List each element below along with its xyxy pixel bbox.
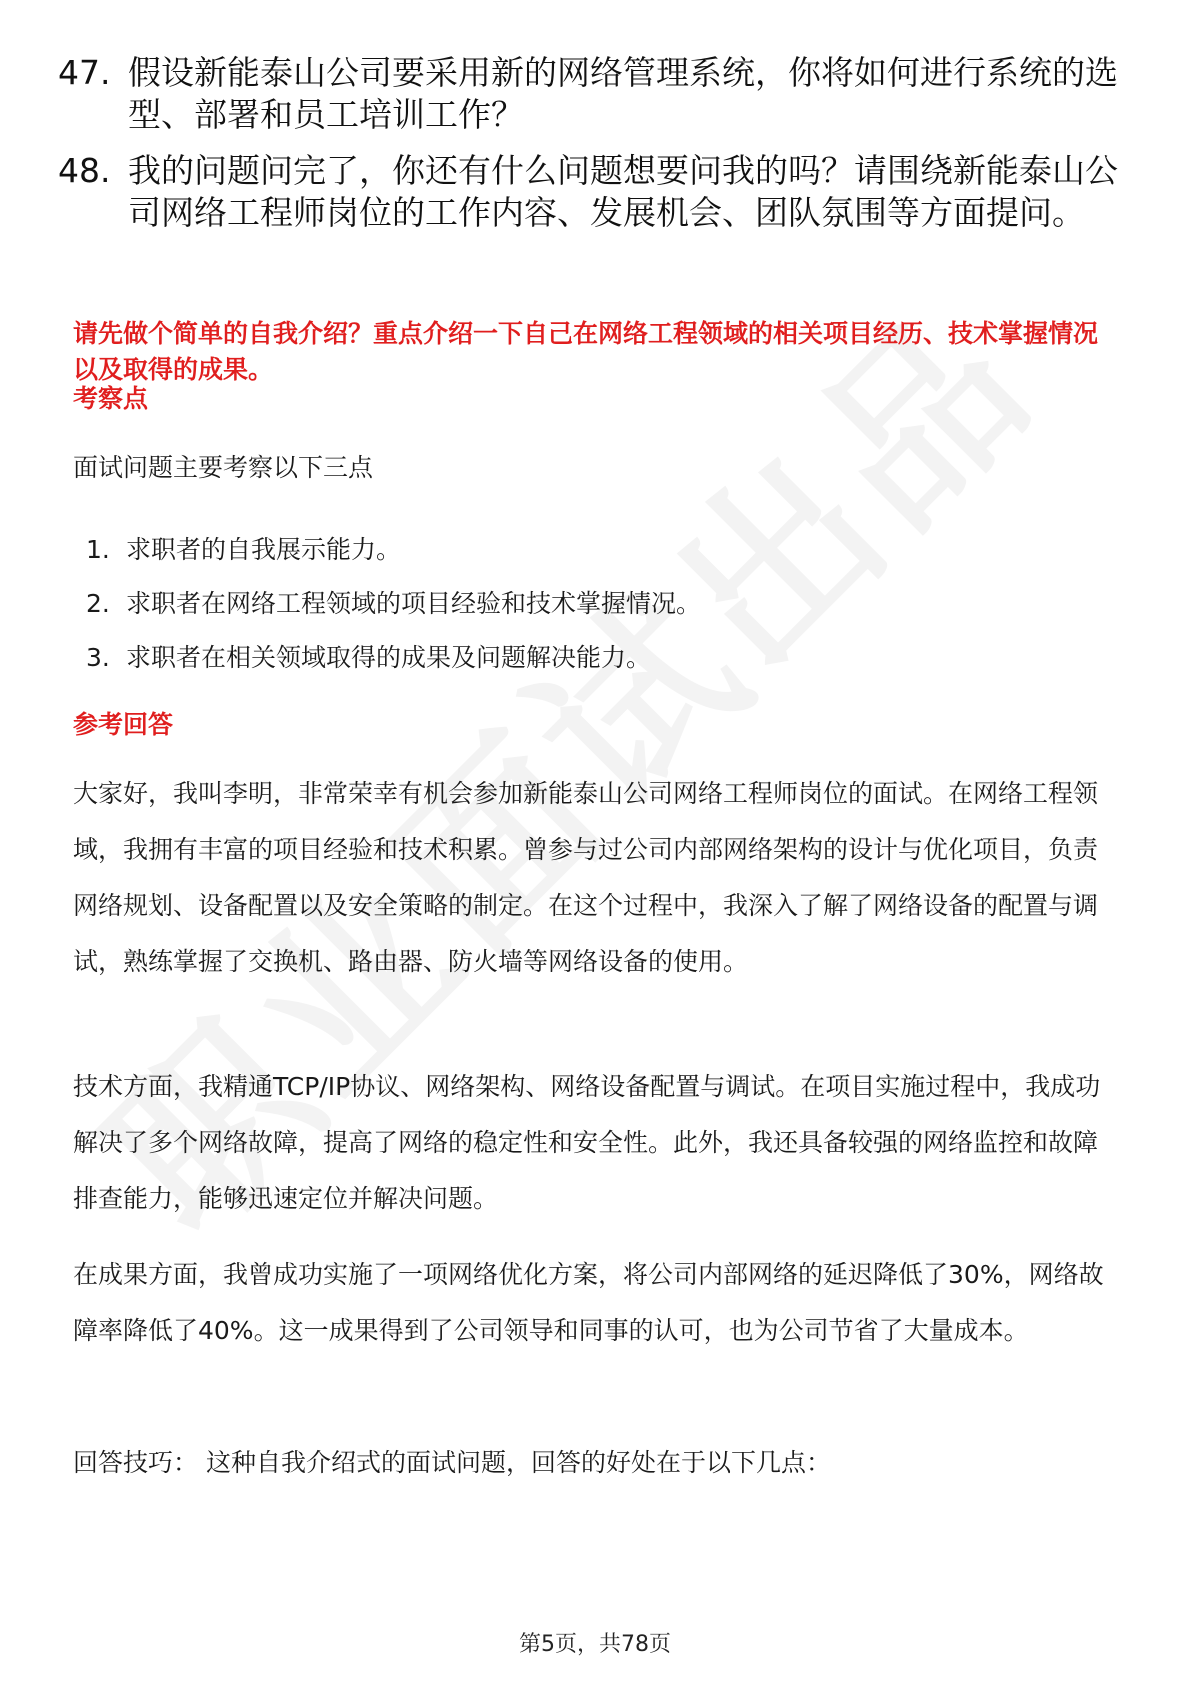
question-number: 48. <box>58 151 111 190</box>
list-item <box>86 587 701 621</box>
assessment-intro: 面试问题主要考察以下三点 <box>73 453 374 482</box>
answer-heading: 参考回答 <box>73 710 174 739</box>
list-number: 1. <box>86 535 110 564</box>
list-item <box>86 533 401 567</box>
answer-tips: 回答技巧： 这种自我介绍式的面试问题，回答的好处在于以下几点： <box>73 1448 831 1477</box>
answer-paragraph: 技术方面，我精通TCP/IP协议、网络架构、网络设备配置与调试。在项目实施过程中，我成功解决了多个网络故障，提高了网络的稳定性和安全性。此外，我还具备较强的网络监控和故障排查能力，能够迅速定位并解决问题。 <box>73 1072 1101 1213</box>
assessment-heading: 考察点 <box>73 384 149 413</box>
answer-paragraph: 在成果方面，我曾成功实施了一项网络优化方案，将公司内部网络的延迟降低了30%，网络故障率降低了40%。这一成果得到了公司领导和同事的认可，也为公司节省了大量成本。 <box>73 1260 1104 1345</box>
list-text: 求职者的自我展示能力。 <box>126 535 402 564</box>
question-number: 47. <box>58 53 111 92</box>
page-number: 第5页，共78页 <box>519 1632 671 1657</box>
list-number: 2. <box>86 589 110 618</box>
list-number: 3. <box>86 643 110 672</box>
question-text: 假设新能泰山公司要采用新的网络管理系统，你将如何进行系统的选型、部署和员工培训工作？ <box>128 53 1118 134</box>
list-item <box>86 641 651 675</box>
main-question: 请先做个简单的自我介绍？重点介绍一下自己在网络工程领域的相关项目经历、技术掌握情况以及取得的成果。 <box>73 319 1099 384</box>
question-48 <box>58 150 1118 234</box>
list-text: 求职者在相关领域取得的成果及问题解决能力。 <box>126 643 652 672</box>
list-text: 求职者在网络工程领域的项目经验和技术掌握情况。 <box>126 589 702 618</box>
question-text: 我的问题问完了，你还有什么问题想要问我的吗？请围绕新能泰山公司网络工程师岗位的工作内容、发展机会、团队氛围等方面提问。 <box>128 151 1118 232</box>
answer-paragraph: 大家好，我叫李明，非常荣幸有机会参加新能泰山公司网络工程师岗位的面试。在网络工程领域，我拥有丰富的项目经验和技术积累。曾参与过公司内部网络架构的设计与优化项目，负责网络规划、设备配置以及安全策略的制定。在这个过程中，我深入了解了网络设备的配置与调试，熟练掌握了交换机、路由器、防火墙等网络设备的使用。 <box>73 779 1099 976</box>
question-47 <box>58 52 1118 136</box>
